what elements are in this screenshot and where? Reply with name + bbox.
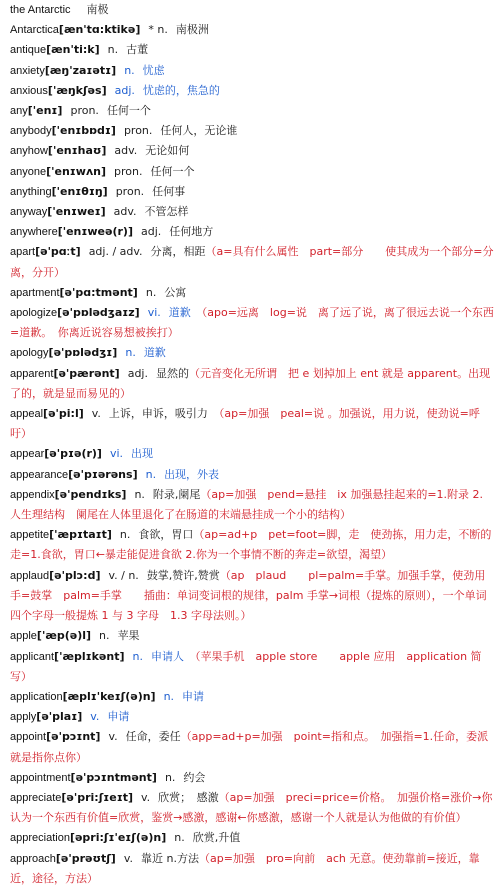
- entry-part-of-speech: v.: [91, 407, 101, 421]
- entry-part-of-speech: n.: [164, 770, 176, 784]
- entry-definition: 欣赏,升值: [192, 831, 241, 845]
- vocab-entry: [10, 788, 496, 828]
- entry-phonetic: [ə'pendɪks]: [54, 487, 127, 501]
- entry-word: application: [10, 690, 63, 703]
- entry-word: anyhow: [10, 145, 48, 158]
- entry-definition: 任何一个: [150, 164, 195, 178]
- entry-definition: 南极洲: [175, 23, 209, 37]
- entry-mnemonic-note: （ap=加强 preci=price=价格。 加强价格=涨价→你认为一个东西有价值=欣赏，鉴赏→感激，感谢←你感激，感谢一个人就是认为他做的有价值）: [10, 790, 493, 825]
- entry-mnemonic-note: （apo=远离 log=说 离了远了说，离了很远去说一个东西=道歉。 你离近说容易想被挨打）: [10, 306, 494, 340]
- entry-definition: 约会: [183, 770, 206, 784]
- entry-mnemonic-note: （ap=ad+p pet=foot=脚，走 使劲拣，用力走，不断的走=1.食欲，胃口←暴走能促进食欲 2.你为一个事情不断的奔走=欲望，渴望）: [10, 528, 492, 562]
- entry-word: appointment: [10, 771, 71, 784]
- entry-definition: 不管怎样: [144, 205, 189, 219]
- entry-word: apartment: [10, 286, 60, 299]
- vocab-entry: [10, 81, 496, 101]
- entry-part-of-speech: v. / n.: [108, 568, 139, 582]
- entry-part-of-speech: n.: [119, 528, 131, 542]
- vocab-entry: [10, 40, 496, 60]
- entry-phonetic: [æplɪ'keɪʃ(ə)n]: [62, 689, 156, 703]
- entry-phonetic: ['enɪwʌn]: [46, 164, 106, 178]
- entry-definition: 苹果: [117, 629, 140, 643]
- vocab-entry: [10, 404, 496, 444]
- entry-part-of-speech: adj.: [114, 83, 135, 97]
- entry-phonetic: ['æpɪtaɪt]: [49, 528, 112, 542]
- entry-definition: 任命，委任: [125, 730, 181, 744]
- entry-phonetic: [ə'prəʊtʃ]: [55, 851, 116, 865]
- entry-word: approach: [10, 852, 56, 865]
- entry-word: antique: [10, 44, 47, 57]
- entry-part-of-speech: adv.: [114, 144, 138, 158]
- entry-part-of-speech: n.: [134, 487, 145, 501]
- entry-part-of-speech: v.: [108, 730, 118, 744]
- entry-word: appreciation: [10, 832, 70, 845]
- entry-phonetic: [ə'pɪə(r)]: [44, 447, 102, 461]
- entry-phonetic: ['enɪweɪ]: [47, 205, 106, 219]
- entry-phonetic: [əpri:ʃɪ'eɪʃ(ə)n]: [69, 831, 167, 845]
- entry-phonetic: [æn'ti:k]: [46, 43, 100, 57]
- entry-mnemonic-note: （ap=加强 pend=悬挂 ix 加强悬挂起来的=1.附录 2. 人生理结构 阑尾在人体里退化了在肠道的末端悬挂成一个小的结构）: [10, 487, 484, 522]
- entry-phonetic: [æn'tɑ:ktikə]: [58, 23, 141, 37]
- vocab-entry: [10, 283, 496, 303]
- entry-word: applicant: [10, 650, 55, 663]
- entry-phonetic: ['enɪweə(r)]: [57, 225, 133, 239]
- vocab-entry: [10, 141, 496, 161]
- entry-definition: 分离，相距: [150, 245, 206, 259]
- vocab-entry: [10, 162, 496, 182]
- vocab-entry: [10, 707, 496, 727]
- entry-part-of-speech: v.: [141, 790, 151, 804]
- vocab-entry: [10, 61, 496, 81]
- entry-part-of-speech: adj.: [140, 225, 162, 239]
- entry-definition: 忧虑的，焦急的: [142, 83, 220, 97]
- entry-phonetic: ['æp(ə)l]: [36, 629, 92, 643]
- vocab-entry: [10, 647, 496, 687]
- entry-definition: 申请: [107, 710, 130, 724]
- entry-phonetic: [ə'pɪərəns]: [68, 467, 138, 481]
- entry-part-of-speech: n.: [124, 63, 135, 77]
- entry-word: anyone: [10, 165, 47, 178]
- vocab-entry: [10, 101, 496, 121]
- entry-mnemonic-note: （ap plaud pl=palm=手掌。加强手掌，使劲用手=鼓掌 palm=手掌 插曲：单词变词根的规律，palm 手掌→词根（提炼的原则），一个单词四个字母一般提炼 1 与 3 字母 1.3 字母法则。）: [10, 568, 487, 623]
- vocab-entry: [10, 687, 496, 707]
- entry-definition: 食欲，胃口: [138, 528, 194, 542]
- entry-phonetic: ['enɪθɪŋ]: [51, 184, 108, 198]
- entry-definition: 任何一个: [106, 104, 151, 118]
- entry-word: appear: [10, 448, 45, 461]
- entry-part-of-speech: n.: [174, 831, 185, 845]
- entry-word: anyway: [10, 206, 48, 219]
- vocab-entry: [10, 444, 496, 464]
- entry-definition: 公寓: [164, 285, 187, 299]
- entry-mnemonic-note: （苹果手机 apple store apple 应用 application 简写）: [10, 649, 482, 683]
- vocabulary-list: [10, 0, 496, 889]
- vocab-entry: [10, 242, 496, 282]
- entry-word: apart: [10, 246, 36, 259]
- entry-word: appoint: [10, 731, 47, 744]
- entry-definition: 显然的: [155, 366, 189, 380]
- vocab-entry: [10, 525, 496, 565]
- entry-part-of-speech: n.: [145, 285, 157, 299]
- entry-part-of-speech: n.: [145, 467, 157, 481]
- entry-part-of-speech: vi.: [109, 447, 124, 461]
- entry-part-of-speech: n.: [125, 346, 136, 360]
- vocab-entry: [10, 849, 496, 889]
- entry-word: apologize: [10, 307, 58, 320]
- entry-word: anything: [10, 185, 52, 198]
- entry-phonetic: ['enɪ]: [27, 104, 63, 118]
- entry-mnemonic-note: （ap=加强 peal=说 。加强说，用力说，使劲说=呼吁）: [10, 407, 480, 441]
- entry-phonetic: [æŋ'zaɪətɪ]: [44, 63, 117, 77]
- entry-word: anywhere: [10, 226, 58, 239]
- entry-definition: 任何地方: [169, 225, 214, 239]
- entry-phonetic: [ə'pɑ:tmənt]: [59, 285, 138, 299]
- entry-phonetic: [ə'pɔɪnt]: [46, 730, 101, 744]
- vocab-entry: [10, 626, 496, 646]
- vocab-entry: [10, 303, 496, 343]
- entry-definition: 出现，外表: [164, 467, 220, 481]
- vocab-entry: [10, 465, 496, 485]
- vocab-entry: [10, 343, 496, 363]
- entry-part-of-speech: pron.: [113, 164, 143, 178]
- entry-definition: 申请: [182, 689, 205, 703]
- entry-word: applaud: [10, 569, 50, 582]
- vocab-entry: [10, 182, 496, 202]
- entry-part-of-speech: * n.: [148, 23, 168, 37]
- entry-word: appearance: [10, 468, 69, 481]
- entry-phonetic: ['enɪbɒdɪ]: [51, 124, 116, 138]
- entry-definition: 古董: [126, 43, 149, 57]
- entry-definition: 道歉: [143, 346, 166, 360]
- entry-mnemonic-note: （a=具有什么属性 part=部分 使其成为一个部分=分离，分开）: [10, 245, 494, 279]
- entry-phonetic: [ə'plɔ:d]: [49, 568, 101, 582]
- entry-part-of-speech: pron.: [70, 104, 99, 118]
- entry-phonetic: ['æŋkʃəs]: [47, 83, 107, 97]
- entry-word: appetite: [10, 529, 50, 542]
- entry-part-of-speech: n.: [107, 43, 119, 57]
- entry-definition: 欣赏； 感激: [158, 790, 219, 804]
- vocab-entry: [10, 364, 496, 404]
- entry-definition: 上诉，申诉，吸引力: [108, 407, 208, 421]
- entry-word: appendix: [10, 488, 55, 501]
- entry-word: anybody: [10, 125, 52, 138]
- entry-phonetic: [ə'pɔɪntmənt]: [70, 770, 157, 784]
- entry-phonetic: [ə'pærənt]: [53, 366, 120, 380]
- entry-definition: 鼓掌,赞许,赞赏: [146, 568, 220, 582]
- entry-phonetic: [ə'pɑːt]: [35, 245, 81, 259]
- entry-phonetic: [ə'pi:l]: [43, 407, 84, 421]
- entry-phonetic: ['enɪhaʊ]: [47, 144, 107, 158]
- vocab-entry: [10, 566, 496, 627]
- vocab-entry: [10, 202, 496, 222]
- entry-word: appeal: [10, 408, 44, 421]
- entry-definition: 道歉: [168, 306, 191, 320]
- entry-definition: 任何事: [152, 184, 186, 198]
- entry-part-of-speech: pron.: [123, 124, 153, 138]
- entry-part-of-speech: n.: [99, 629, 110, 643]
- entry-word: any: [10, 105, 28, 118]
- entry-definition: 出现: [131, 447, 154, 461]
- entry-phonetic: [ə'pɒlədʒaɪz]: [57, 306, 140, 320]
- entry-part-of-speech: v.: [90, 710, 100, 724]
- entry-part-of-speech: n.: [132, 649, 143, 663]
- entry-part-of-speech: v.: [123, 851, 133, 865]
- entry-part-of-speech: n.: [163, 689, 175, 703]
- vocab-entry: [10, 121, 496, 141]
- entry-word: Antarctica: [10, 24, 59, 37]
- entry-definition: 靠近 n.方法: [141, 851, 199, 865]
- vocab-entry: [10, 828, 496, 848]
- vocab-entry: [10, 222, 496, 242]
- entry-word: apology: [10, 347, 49, 360]
- entry-word: apply: [10, 711, 37, 724]
- entry-definition: 任何人，无论谁: [160, 124, 238, 138]
- entry-part-of-speech: adj.: [127, 366, 148, 380]
- entry-word: apple: [10, 630, 37, 643]
- entry-mnemonic-note: （元音变化无所谓 把 e 划掉加上 ent 就是 apparent。出现了的，就是显而易见的）: [10, 366, 491, 400]
- vocab-entry: [10, 727, 496, 767]
- entry-phonetic: [ə'pri:ʃɪeɪt]: [61, 790, 134, 804]
- vocab-entry: [10, 485, 496, 525]
- entry-definition: 南极: [86, 3, 109, 16]
- entry-definition: 无论如何: [145, 144, 190, 158]
- entry-part-of-speech: vi.: [147, 306, 161, 320]
- vocab-entry: [10, 20, 496, 40]
- entry-part-of-speech: pron.: [115, 184, 145, 198]
- entry-word: apparent: [10, 367, 54, 380]
- entry-word: the Antarctic: [10, 4, 71, 16]
- entry-phonetic: [ə'pɒlədʒɪ]: [48, 346, 118, 360]
- entry-mnemonic-note: （ap=加强 pro=向前 ach 无意。使劲靠前=接近，靠近，途径，方法）: [10, 851, 480, 885]
- entry-word: anxiety: [10, 64, 45, 77]
- entry-word: anxious: [10, 84, 48, 97]
- entry-phonetic: ['æplɪkənt]: [54, 649, 125, 663]
- entry-phonetic: [ə'plaɪ]: [36, 710, 83, 724]
- entry-word: appreciate: [10, 791, 62, 804]
- entry-definition: 忧虑: [142, 63, 165, 77]
- vocab-entry: [10, 768, 496, 788]
- vocab-entry: [10, 0, 496, 20]
- entry-part-of-speech: adv.: [113, 205, 137, 219]
- entry-mnemonic-note: （app=ad+p=加强 point=指和点。 加强指=1.任命，委派就是指你点你）: [10, 730, 489, 764]
- entry-definition: 申请人: [150, 649, 184, 663]
- entry-part-of-speech: adj. / adv.: [88, 245, 143, 259]
- entry-definition: 附录,阑尾: [152, 487, 201, 501]
